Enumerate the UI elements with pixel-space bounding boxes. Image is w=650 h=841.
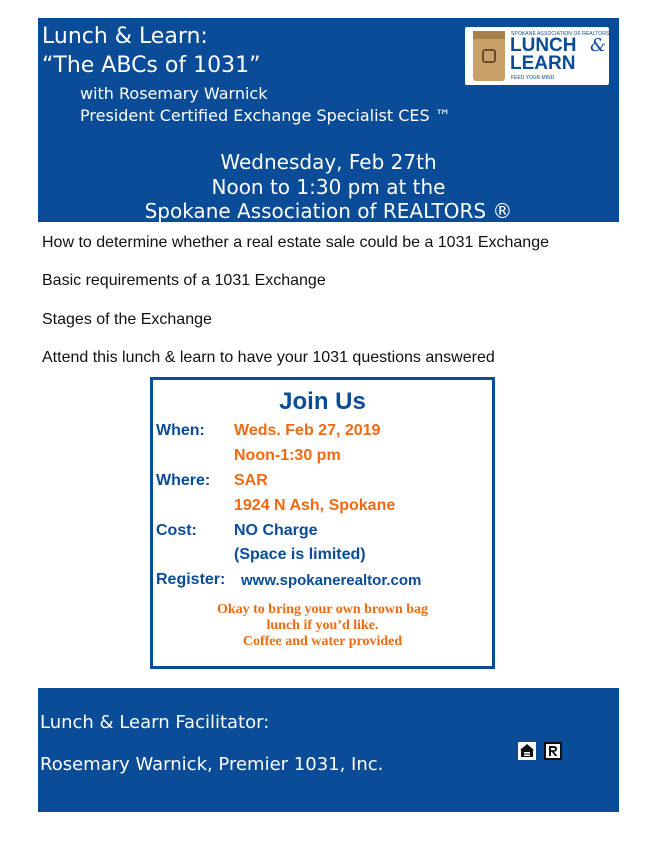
topic-item: Basic requirements of a 1031 Exchange [42,272,326,289]
event-subtitle: “The ABCs of 1031” [42,53,261,78]
when-time: Noon-1:30 pm [234,447,341,464]
note-line: Coffee and water provided [242,634,403,649]
facilitator-label: Lunch & Learn Facilitator: [40,712,270,733]
logo-association: SPOKANE ASSOCIATION OF REALTORS® [511,31,614,37]
logo-tagline: FEED YOUR MIND [511,75,555,81]
presenter-title: President Certified Exchange Specialist CES ™ [80,106,451,125]
join-us-box [150,377,495,669]
event-date: Wednesday, Feb 27th [220,150,437,174]
register-label: Register: [156,571,226,588]
logo-ampersand: & [590,35,607,56]
note-line: Okay to bring your own brown bag [216,602,429,617]
presenter-line: with Rosemary Warnick [80,84,268,103]
lunch-learn-logo [465,27,614,85]
event-place: Spokane Association of REALTORS ® [144,199,513,223]
topic-item: Attend this lunch & learn to have your 1031 questions answered [42,349,495,366]
realtor-r-icon [544,742,562,760]
header-banner [38,18,619,222]
where-address: 1924 N Ash, Spokane [234,497,396,514]
logo-word-learn: LEARN [510,53,576,74]
cost-note: (Space is limited) [234,546,366,563]
cost-value: NO Charge [234,522,318,539]
when-value: Weds. Feb 27, 2019 [234,422,381,439]
join-title: Join Us [279,388,366,415]
equal-housing-icon [518,742,536,760]
facilitator-name: Rosemary Warnick, Premier 1031, Inc. [40,754,384,775]
event-title: Lunch & Learn: [42,24,208,49]
topic-item: How to determine whether a real estate sale could be a 1031 Exchange [42,234,549,251]
cost-label: Cost: [156,522,197,539]
logo-word-lunch: LUNCH [510,35,577,56]
where-label: Where: [156,472,211,489]
register-link[interactable]: www.spokanerealtor.com [241,572,422,589]
topic-item: Stages of the Exchange [42,311,212,328]
where-value: SAR [234,472,268,489]
when-label: When: [156,422,205,439]
event-time: Noon to 1:30 pm at the [211,175,446,199]
footer-banner [38,688,619,812]
brown-bag-icon [473,31,505,81]
note-line: lunch if you’d like. [266,618,379,633]
